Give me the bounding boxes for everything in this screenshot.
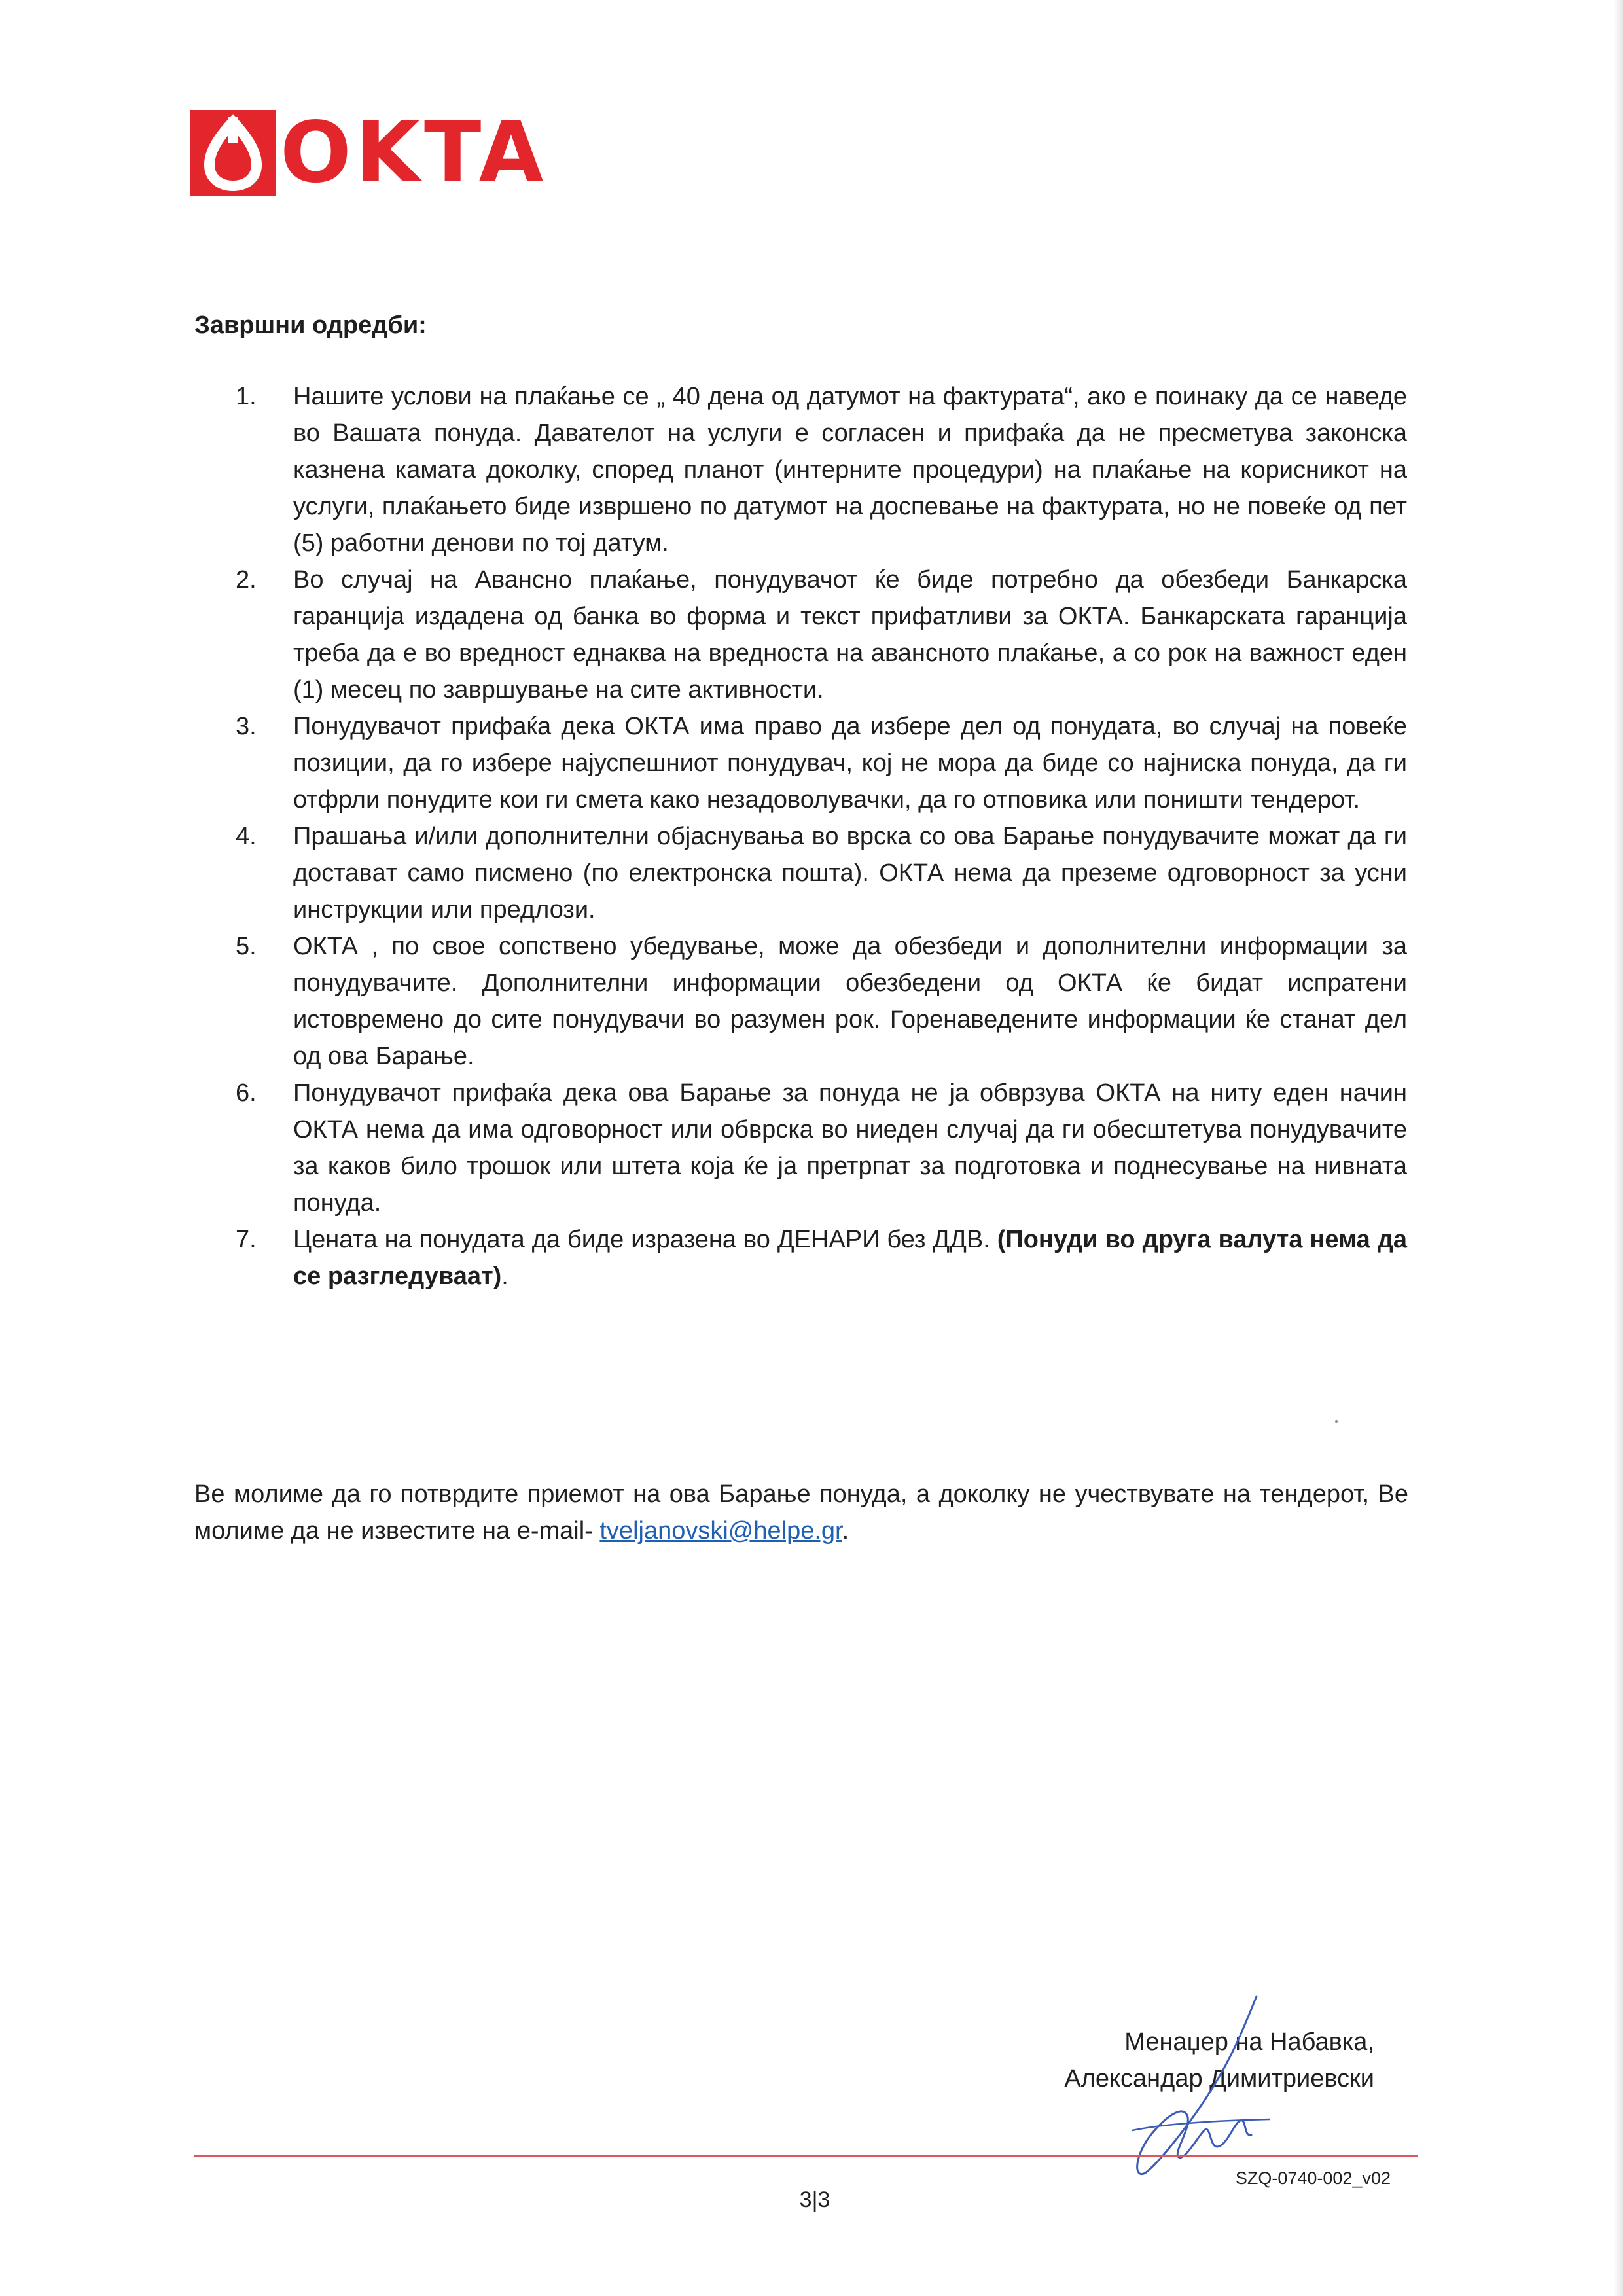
clause-number: 6. <box>236 1079 257 1107</box>
clause-number: 3. <box>236 713 257 740</box>
page-number: 3|3 <box>799 2187 830 2212</box>
clause-text-tail: . <box>501 1263 508 1290</box>
clause-number: 4. <box>236 823 257 850</box>
clause-item <box>236 818 1407 928</box>
footer-divider <box>194 2155 1418 2157</box>
scan-edge <box>1614 0 1623 2296</box>
clause-list <box>236 378 1407 1295</box>
clause-text <box>293 1221 1407 1295</box>
clause-number: 2. <box>236 566 257 594</box>
email-link[interactable]: tveljanovski@helpe.gr <box>599 1517 842 1545</box>
clause-number: 5. <box>236 933 257 960</box>
clause-item <box>236 562 1407 708</box>
clause-item <box>236 708 1407 818</box>
clause-text: Понудувачот прифаќа дека ОКТА има право да избере дел од понудата, во случај на повеќе позиции, да го избере најуспешниот понудувач, кој не мора да биде со најниска понуда, да ги отфрли понудите кои ги смета како незадоволувачки, да го отповика или поништи тендерот. <box>293 713 1407 814</box>
clause-text-plain: Цената на понудата да биде изразена во ДЕНАРИ без ДДВ. <box>293 1226 997 1253</box>
signatory-title: Менаџер на Набавка, <box>1124 2028 1374 2056</box>
clause-number: 7. <box>236 1226 257 1253</box>
signatory-name: Александар Димитриевски <box>1064 2065 1374 2092</box>
section-heading: Завршни одредби: <box>194 312 427 339</box>
clause-item <box>236 928 1407 1075</box>
clause-item <box>236 1075 1407 1221</box>
clause-text: ОКТА , по свое сопствено убедување, може да обезбеди и дополнителни информации за понудувачите. Дополнителни информации обезбедени од ОКТА ќе бидат испратени истовремено до сите понудувачи во разумен рок. Горенаведените информации ќе станат дел од ова Барање. <box>293 933 1407 1070</box>
clause-text-bold: (Понуди во друга валута нема да се разгледуваат) <box>293 1226 1407 1290</box>
closing-text: Ве молиме да го потврдите приемот на ова Барање понуда, а доколку не учествувате на тендерот, Ве молиме да не известите на e-mail- <box>194 1480 1408 1545</box>
closing-paragraph <box>194 1476 1408 1549</box>
clause-text: Нашите услови на плаќање се „ 40 дена од датумот на фактурата“, ако е поинаку да се наведе во Вашата понуда. Давателот на услуги е согласен и прифаќа да не пресметува законска казнена камата доколку, според планот (интерните процедури) на плаќање на корисникот на услуги, плаќањето биде извршено по датумот на доспевање на фактурата, но не повеќе од пет (5) работни денови по тој датум. <box>293 383 1407 557</box>
clause-text: Понудувачот прифаќа дека ова Барање за понуда не ја обврзува ОКТА на ниту еден начин ОКТА нема да има одговорност или обврска во ниеден случај да ги обесштетува понудувачите за каков било трошок или штета која ќе ја претрпат за подготовка и поднесување на нивната понуда. <box>293 1079 1407 1217</box>
scan-speck <box>1335 1420 1338 1423</box>
handwritten-signature <box>1106 1990 1276 2189</box>
clause-number: 1. <box>236 383 257 410</box>
okta-drop-logo-icon <box>190 110 276 196</box>
clause-text: Прашања и/или дополнителни објаснувања во врска со ова Барање понудувачите можат да ги доставaт само писмено (по електронска пошта). ОКТА нема да преземе одговорност за усни инструкции или предлози. <box>293 823 1407 924</box>
clause-item <box>236 378 1407 562</box>
company-logo <box>190 104 548 202</box>
closing-tail: . <box>842 1517 849 1545</box>
document-code: SZQ-0740-002_v02 <box>1235 2168 1391 2188</box>
clause-item <box>236 1221 1407 1295</box>
clause-text: Во случај на Авансно плаќање, понудувачот ќе биде потребно да обезбеди Банкарска гаранција издадена од банка во форма и текст прифатливи за ОКТА. Банкарската гаранција треба да е во вредност еднаква на вредноста на авансното плаќање, а со рок на важност еден (1) месец по завршување на сите активности. <box>293 566 1407 704</box>
logo-text: OKTA <box>280 104 548 202</box>
